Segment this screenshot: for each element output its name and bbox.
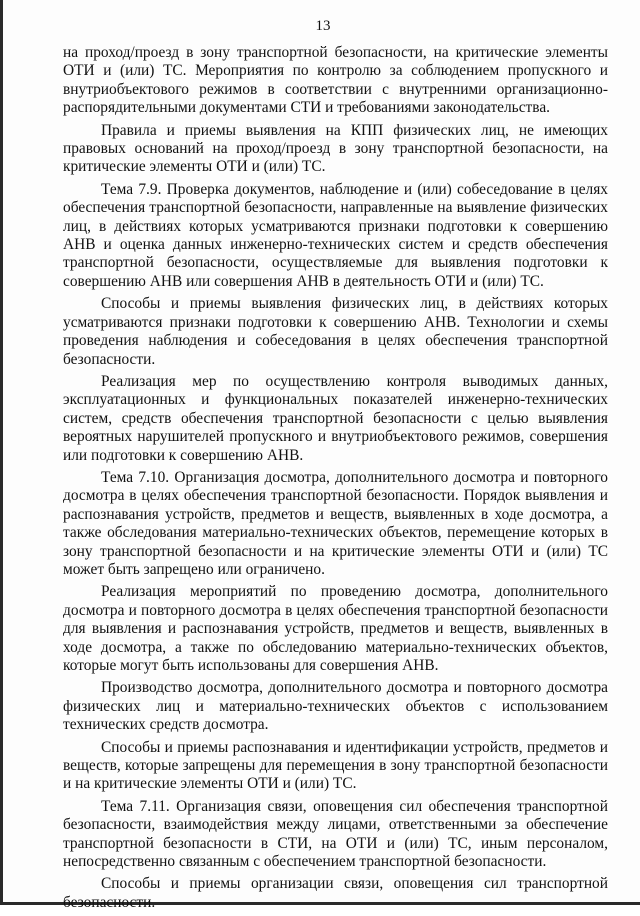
page-number: 13 — [315, 18, 331, 34]
paragraph-control-measures: Реализация мер по осуществлению контроля выводимых данных, эксплуатационных и функциональных показателей инженерно-технических систем, средств обеспечения транспортной безопасности с целью выявления вероятных нарушителей пропускного и внутриобъектового режимов, совершения или подготовки к совершению АНВ. — [63, 372, 608, 464]
paragraph-communication-methods: Способы и приемы организации связи, оповещения сил транспортной безопасности. — [63, 875, 608, 911]
paragraph-recognition-methods: Способы и приемы распознавания и идентификации устройств, предметов и веществ, которые запрещены для перемещения в зону транспортной безопасности и на критические элементы ОТИ и (или) ТС. — [63, 738, 608, 793]
paragraph-continued-access-control: на проход/проезд в зону транспортной безопасности, на критические элементы ОТИ и (или) ТС. Мероприятия по контролю за соблюдением пропускного и внутриобъектового режимов в соответствии с внутренними организационно-распорядительными документами СТИ и требованиями законодательства. — [63, 44, 608, 117]
paragraph-identification-methods: Способы и приемы выявления физических лиц, в действиях которых усматриваются признаки подготовки к совершению АНВ. Технологии и схемы проведения наблюдения и собеседования в целях обеспечения транспортной безопасности. — [63, 295, 608, 368]
paragraph-topic-7-9: Тема 7.9. Проверка документов, наблюдение и (или) собеседование в целях обеспечения транспортной безопасности, направленные на выявление физических лиц, в действиях которых усматриваются признаки подготовки к совершению АНВ и оценка данных инженерно-технических систем и средств обеспечения транспортной безопасности, осуществляемые для выявления подготовки к совершению АНВ или совершения АНВ в деятельность ОТИ и (или) ТС. — [63, 180, 608, 290]
paragraph-inspection-measures: Реализация мероприятий по проведению досмотра, дополнительного досмотра и повторного досмотра в целях обеспечения транспортной безопасности для выявления и распознавания устройств, предметов и веществ, выявленных в ходе досмотра, а также по обследованию материально-технических объектов, которые могут быть использованы для совершения АНВ. — [63, 583, 608, 674]
paragraph-topic-7-11: Тема 7.11. Организация связи, оповещения сил обеспечения транспортной безопасности, взаимодействия между лицами, ответственными за обеспечение транспортной безопасности в СТИ, на ОТИ и (или) ТС, иным персоналом, непосредственно связанным с обеспечением транспортной безопасности. — [63, 797, 608, 871]
paragraph-inspection-production: Производство досмотра, дополнительного досмотра и повторного досмотра физических лиц и материально-технических объектов с использованием технических средств досмотра. — [63, 679, 608, 734]
paragraph-topic-7-10: Тема 7.10. Организация досмотра, дополнительного досмотра и повторного досмотра в целях обеспечения транспортной безопасности. Порядок выявления и распознавания устройств, предметов и веществ, выявленных в ходе досмотра, а также обследования материально-технических объектов, перемещение которых в зону транспортной безопасности и на критические элементы ОТИ и (или) ТС может быть запрещено или ограничено. — [63, 468, 608, 578]
paragraph-kpp-rules: Правила и приемы выявления на КПП физических лиц, не имеющих правовых оснований на проход/проезд в зону транспортной безопасности, на критические элементы ОТИ и (или) ТС. — [63, 121, 608, 176]
document-body — [63, 44, 608, 916]
